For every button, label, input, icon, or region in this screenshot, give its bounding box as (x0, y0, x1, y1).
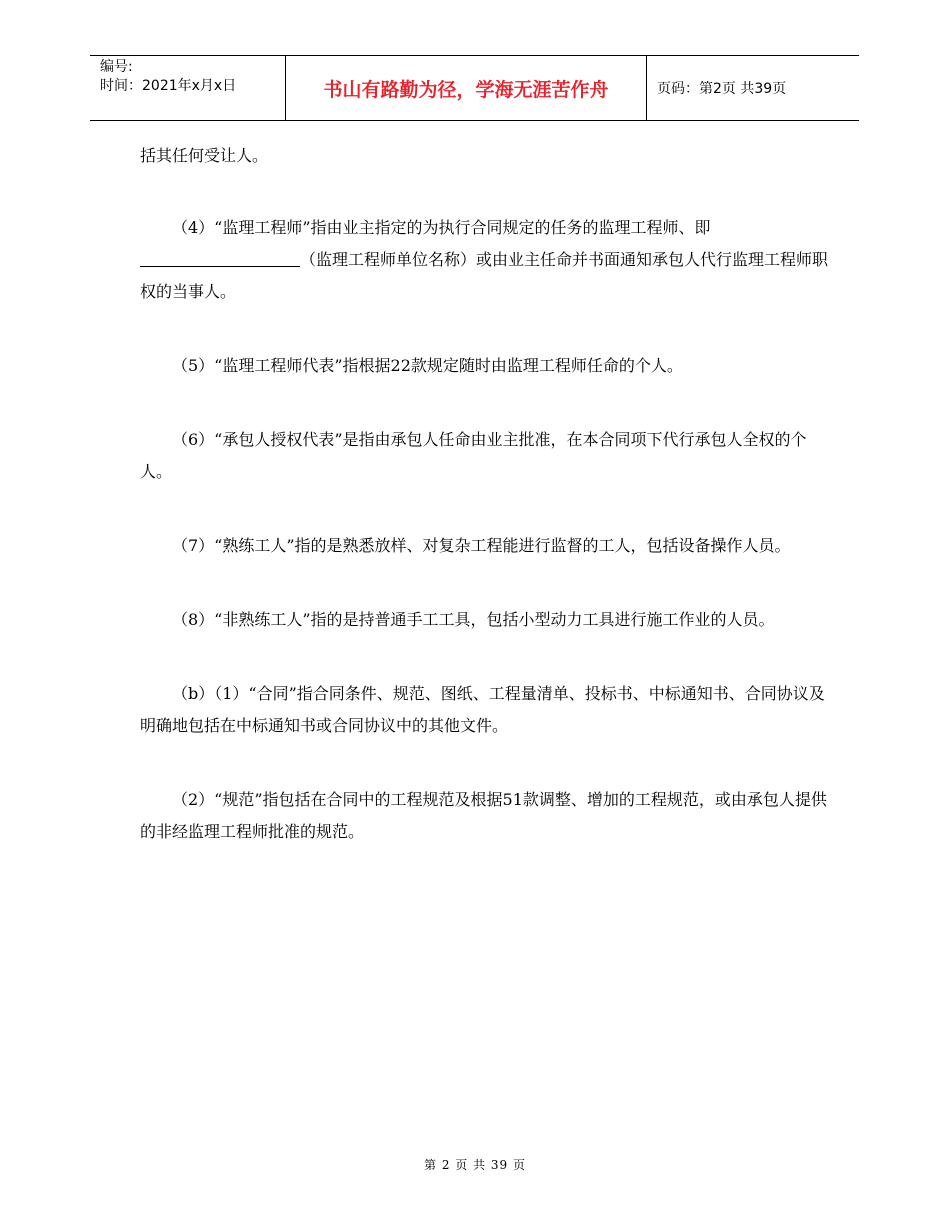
header-motto: 书山有路勤为径，学海无涯苦作舟 (285, 56, 647, 120)
paragraph-specification-definition: （2）“规范”指包括在合同中的工程规范及根据51款调整、增加的工程规范，或由承包人提供的非经监理工程师批准的规范。 (140, 790, 827, 841)
fill-in-blank-line (140, 248, 300, 267)
paragraph-unskilled-workers: （8）“非熟练工人”指的是持普通手工工具，包括小型动力工具进行施工作业的人员。 (172, 610, 775, 629)
paragraph-contract-definition: （b）（1）“合同”指合同条件、规范、图纸、工程量清单、投标书、中标通知书、合同协议及明确地包括在中标通知书或合同协议中的其他文件。 (140, 684, 825, 735)
header-meta (90, 56, 285, 120)
paragraph-contractor-representative: （6）“承包人授权代表”是指由承包人任命由业主批准，在本合同项下代行承包人全权的个人。 (140, 430, 807, 481)
document-body (140, 140, 830, 890)
paragraph-engineer-representative: （5）“监理工程师代表”指根据22款规定随时由监理工程师任命的个人。 (172, 356, 683, 375)
paragraph-continuation: 括其任何受让人。 (140, 146, 269, 165)
page-footer: 第 2 页 共 39 页 (424, 1158, 526, 1172)
page-header (90, 55, 859, 121)
paragraph-supervising-engineer (140, 212, 830, 308)
paragraph-text-part-b: （监理工程师单位名称）或由业主任命并书面通知承包人代行监理工程师职权的当事人。 (140, 250, 829, 301)
document-time: 时间：2021年x月x日 (100, 78, 237, 94)
header-page-info: 页码：第2页 共39页 (657, 81, 787, 97)
paragraph-skilled-workers: （7）“熟练工人”指的是熟悉放样、对复杂工程能进行监督的工人，包括设备操作人员。 (172, 536, 791, 555)
document-number-label: 编号: (100, 59, 133, 75)
paragraph-text-part-a: （4）“监理工程师”指由业主指定的为执行合同规定的任务的监理工程师、即 (172, 218, 711, 237)
